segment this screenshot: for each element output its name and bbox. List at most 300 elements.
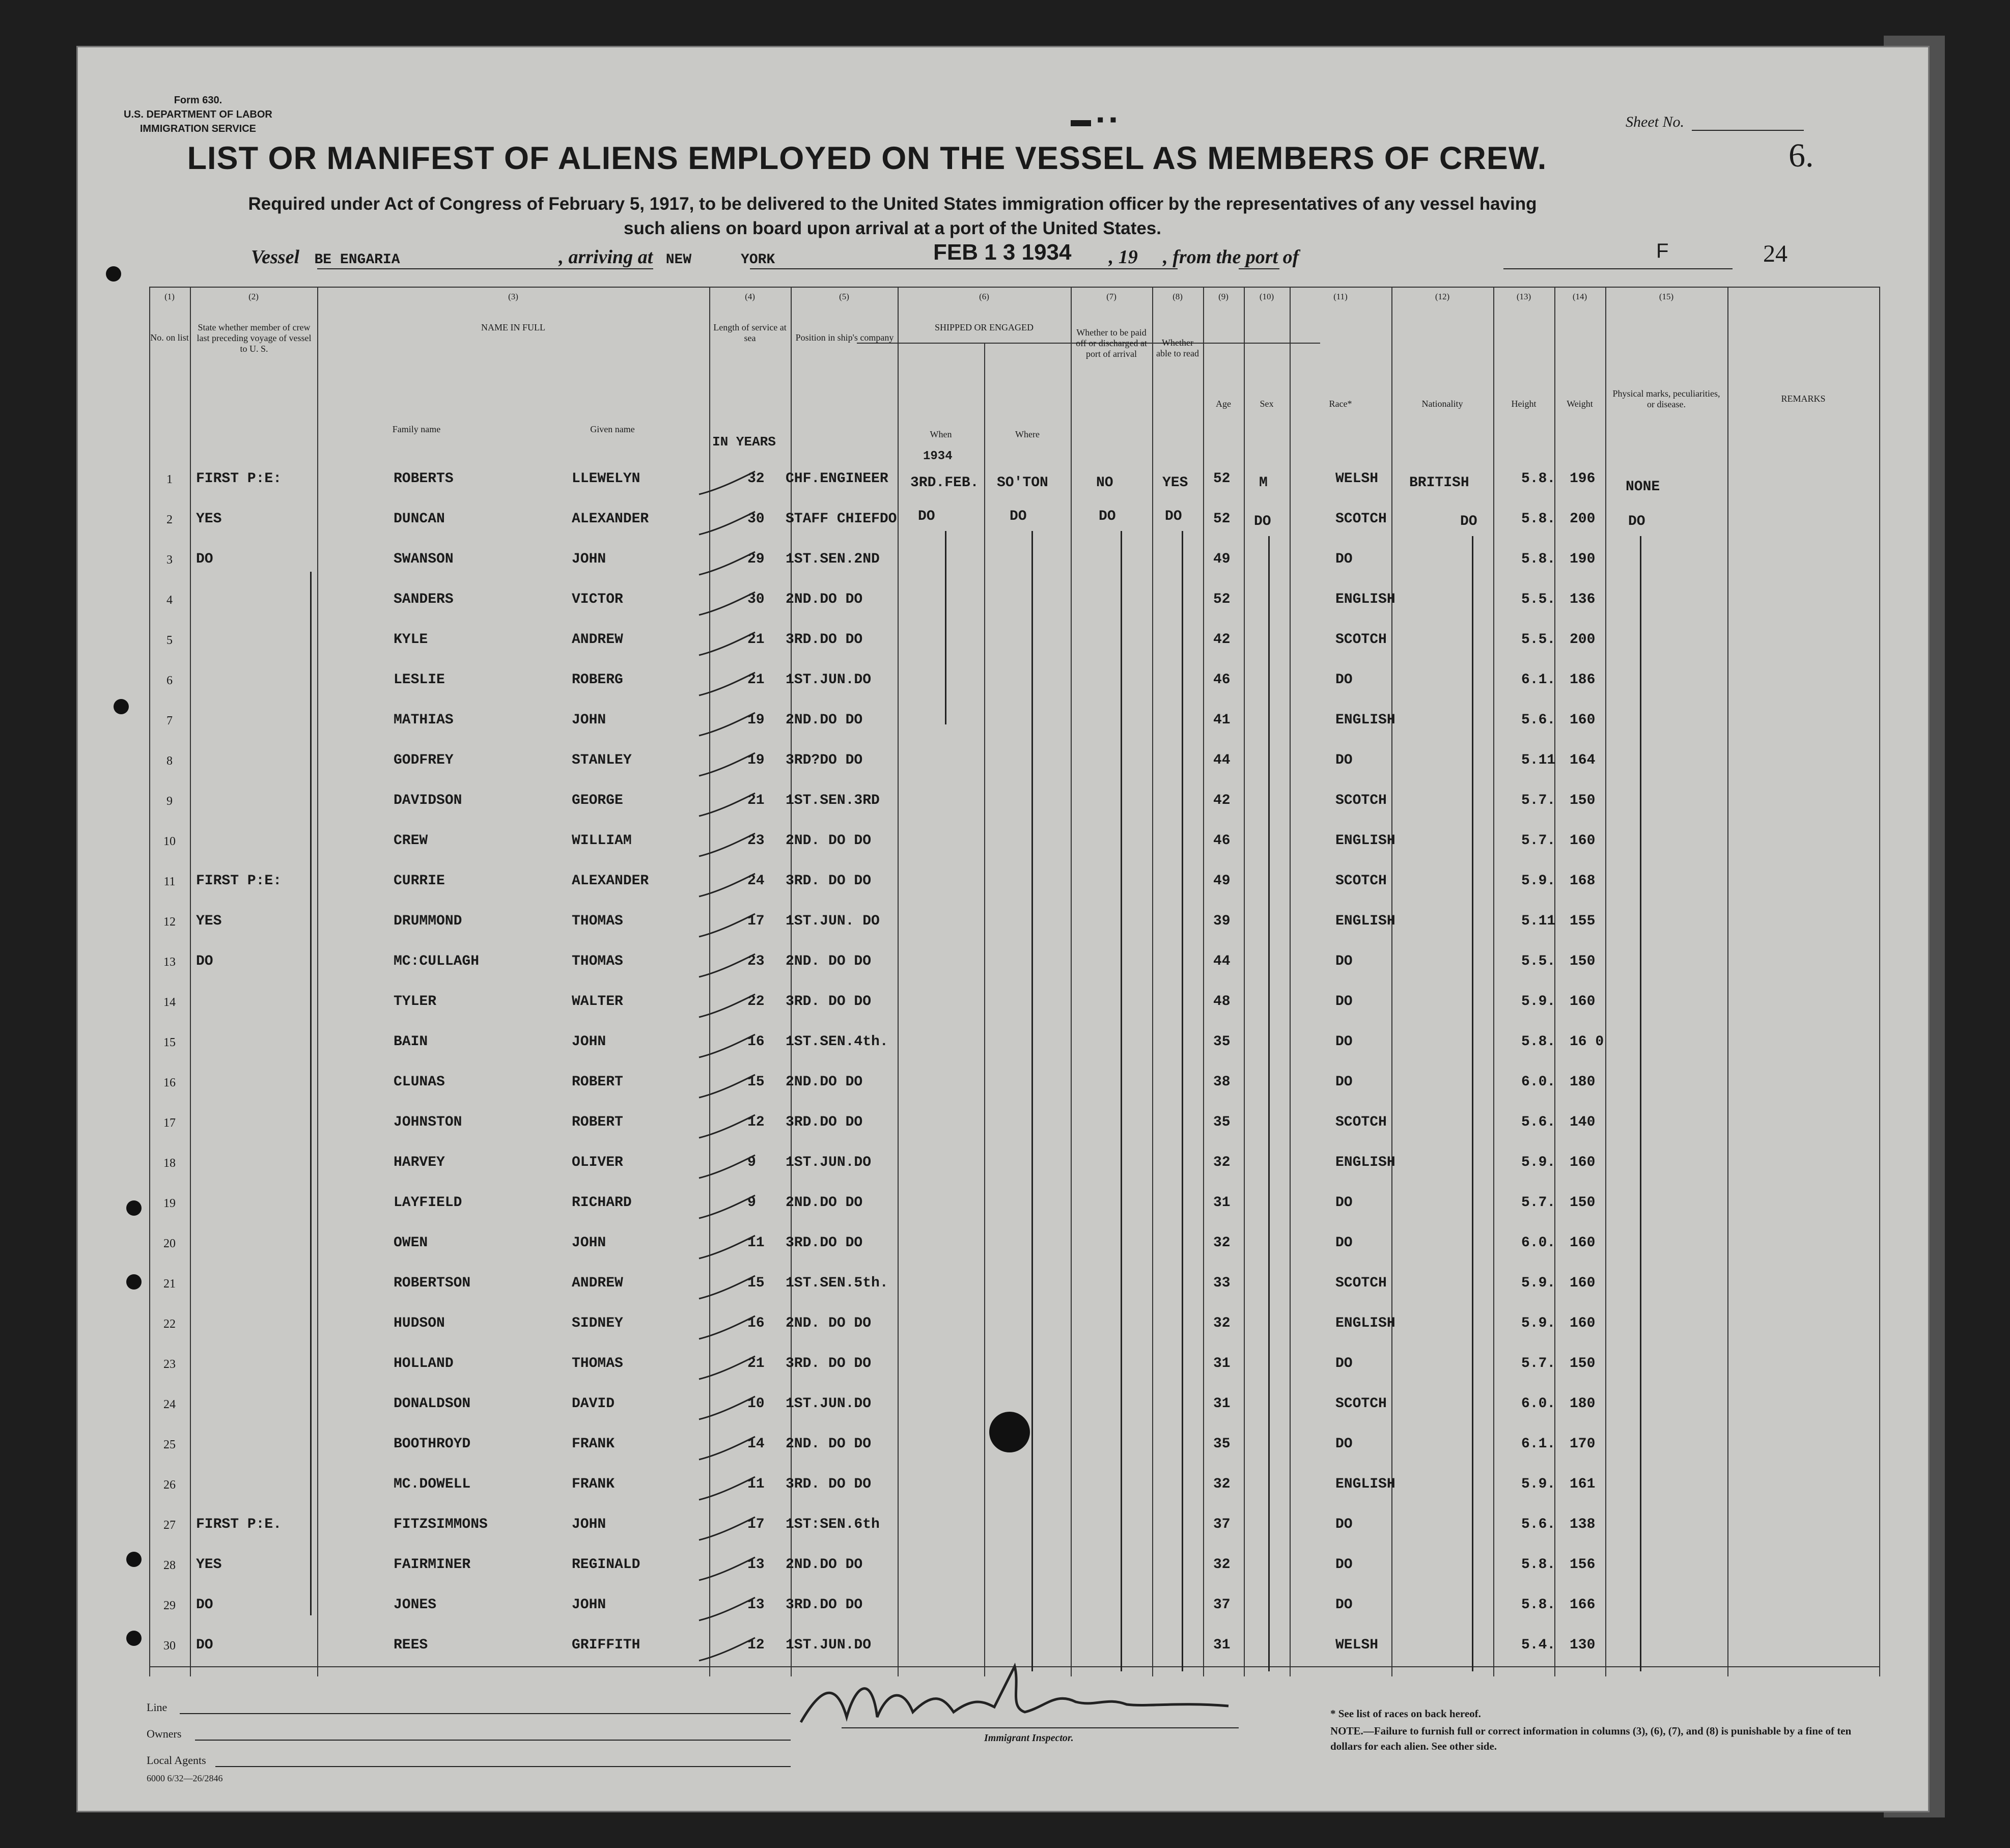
tally-mark (694, 1193, 760, 1223)
age-cell: 32 (1213, 1315, 1231, 1331)
given-name-cell: ALEXANDER (572, 873, 649, 889)
position-cell: 2ND.DO DO (786, 1195, 863, 1211)
header-sex: Sex (1260, 399, 1274, 409)
row1-nationality: BRITISH (1409, 475, 1469, 491)
height-cell: 5.9. (1521, 1275, 1556, 1291)
position-cell: 2ND. DO DO (786, 1315, 872, 1331)
family-name-cell: GODFREY (394, 752, 454, 768)
binding-hole (114, 699, 129, 714)
race-cell: ENGLISH (1335, 1315, 1395, 1331)
header-state-whether: State whether member of crew last preceding voyage of vessel to U. S. (197, 322, 312, 354)
when-year: 1934 (923, 450, 953, 463)
weight-cell: 130 (1570, 1637, 1596, 1653)
page-title: LIST OR MANIFEST OF ALIENS EMPLOYED ON THE VESSEL AS MEMBERS OF CREW. (187, 141, 1547, 176)
row2-sex: DO (1254, 514, 1271, 529)
col-num-15: (15) (1659, 292, 1674, 301)
service-cell: 14 (747, 1436, 765, 1452)
ink-blot (989, 1412, 1030, 1452)
row-number: 22 (163, 1318, 176, 1331)
height-cell: 5.5. (1521, 632, 1556, 648)
position-cell: 2ND.DO DO (786, 1557, 863, 1573)
race-cell: SCOTCH (1335, 793, 1387, 808)
service-cell: 17 (747, 1517, 765, 1532)
service-cell: 21 (747, 632, 765, 648)
row-number: 15 (163, 1036, 176, 1049)
row1-paid-off: NO (1096, 475, 1113, 491)
age-cell: 38 (1213, 1074, 1231, 1090)
header-length-service: Length of service at sea (713, 322, 787, 343)
service-cell: 16 (747, 1315, 765, 1331)
col-num-6: (6) (979, 292, 989, 301)
given-name-cell: JOHN (572, 712, 606, 728)
arriving-port: NEW YORK (665, 252, 775, 268)
row-number: 6 (166, 674, 173, 687)
weight-cell: 140 (1570, 1114, 1596, 1130)
state-cell: FIRST P:E: (196, 471, 282, 487)
family-name-cell: MC.DOWELL (394, 1476, 471, 1492)
row-number: 23 (163, 1358, 176, 1371)
given-name-cell: GRIFFITH (572, 1637, 640, 1653)
race-cell: DO (1335, 1034, 1353, 1050)
service-cell: 17 (747, 913, 765, 929)
col-num-10: (10) (1259, 292, 1274, 301)
position-cell: 2ND. DO DO (786, 833, 872, 849)
given-name-cell: ROBERG (572, 672, 623, 688)
position-cell: 2ND.DO DO (786, 712, 863, 728)
weight-cell: 186 (1570, 672, 1596, 688)
row-number: 3 (166, 553, 173, 567)
age-cell: 37 (1213, 1517, 1231, 1532)
state-cell: DO (196, 1597, 213, 1613)
header-height: Height (1511, 399, 1537, 409)
ditto-line (1121, 531, 1122, 1671)
col-num-12: (12) (1435, 292, 1450, 301)
row-number: 21 (163, 1277, 176, 1291)
weight-cell: 190 (1570, 551, 1596, 567)
footer-owners-label: Owners (147, 1727, 182, 1740)
age-cell: 39 (1213, 913, 1231, 929)
height-cell: 6.1. (1521, 1436, 1556, 1452)
age-cell: 49 (1213, 551, 1231, 567)
age-cell: 52 (1213, 471, 1231, 487)
tally-mark (694, 469, 760, 499)
header-in-years: IN YEARS (712, 434, 776, 450)
family-name-cell: LESLIE (394, 672, 445, 688)
family-name-cell: CREW (394, 833, 428, 849)
family-name-cell: TYLER (394, 994, 437, 1010)
row2-physical: DO (1628, 514, 1645, 529)
position-cell: STAFF CHIEFDO (786, 511, 897, 527)
state-cell: DO (196, 954, 213, 969)
given-name-cell: WALTER (572, 994, 623, 1010)
position-cell: 1ST.JUN.DO (786, 672, 872, 688)
arriving-label: , arriving at (559, 246, 653, 268)
race-cell: SCOTCH (1335, 1114, 1387, 1130)
row-number: 2 (166, 513, 173, 526)
row-number: 8 (166, 754, 173, 768)
race-cell: DO (1335, 1517, 1353, 1532)
row-number: 26 (163, 1478, 176, 1492)
row-number: 20 (163, 1237, 176, 1250)
family-name-cell: DONALDSON (394, 1396, 471, 1412)
weight-cell: 150 (1570, 1356, 1596, 1371)
age-cell: 32 (1213, 1235, 1231, 1251)
tally-mark (694, 1354, 760, 1384)
row-number: 28 (163, 1559, 176, 1572)
col-border (1493, 287, 1494, 1676)
service-cell: 29 (747, 551, 765, 567)
given-name-cell: FRANK (572, 1436, 615, 1452)
family-name-cell: LAYFIELD (394, 1195, 462, 1211)
race-cell: SCOTCH (1335, 873, 1387, 889)
race-cell: DO (1335, 752, 1353, 768)
height-cell: 5.8. (1521, 1034, 1556, 1050)
race-cell: DO (1335, 954, 1353, 969)
form-identifier (124, 93, 272, 136)
state-cell: DO (196, 551, 213, 567)
tally-mark (694, 1112, 760, 1143)
tally-mark (694, 1434, 760, 1465)
age-cell: 46 (1213, 833, 1231, 849)
footer-agents-label: Local Agents (147, 1754, 206, 1767)
state-cell: YES (196, 913, 222, 929)
year-underline (1239, 268, 1279, 269)
binding-hole (126, 1200, 142, 1216)
family-name-cell: DRUMMOND (394, 913, 462, 929)
race-cell: DO (1335, 1597, 1353, 1613)
agents-underline (215, 1766, 791, 1767)
height-cell: 5.11 (1521, 913, 1556, 929)
row2-paid-off: DO (1099, 509, 1116, 524)
row-number: 11 (163, 875, 176, 888)
race-cell: DO (1335, 1436, 1353, 1452)
age-cell: 42 (1213, 632, 1231, 648)
given-name-cell: RICHARD (572, 1195, 632, 1211)
tally-mark (694, 1394, 760, 1424)
given-name-cell: ANDREW (572, 1275, 623, 1291)
tally-mark (694, 1474, 760, 1505)
weight-cell: 160 (1570, 1275, 1596, 1291)
position-cell: 3RD.DO DO (786, 632, 863, 648)
state-cell: FIRST P:E: (196, 873, 282, 889)
position-cell: 1ST.SEN.4th. (786, 1034, 888, 1050)
family-name-cell: BAIN (394, 1034, 428, 1050)
header-physical: Physical marks, peculiarities, or disease. (1612, 388, 1720, 409)
family-name-cell: CLUNAS (394, 1074, 445, 1090)
height-cell: 6.1. (1521, 672, 1556, 688)
weight-cell: 155 (1570, 913, 1596, 929)
service-cell: 13 (747, 1597, 765, 1613)
header-family-name: Family name (392, 424, 441, 434)
row1-where: SO'TON (997, 475, 1048, 491)
weight-cell: 180 (1570, 1396, 1596, 1412)
age-cell: 35 (1213, 1034, 1231, 1050)
row-number: 1 (166, 473, 173, 486)
header-position: Position in ship's company (795, 332, 894, 343)
race-note: * See list of races on back hereof. (1330, 1707, 1481, 1720)
weight-cell: 136 (1570, 592, 1596, 607)
height-cell: 5.11 (1521, 752, 1556, 768)
height-cell: 5.5. (1521, 954, 1556, 969)
service-cell: 12 (747, 1114, 765, 1130)
col-num-13: (13) (1516, 292, 1531, 301)
race-cell: DO (1335, 1195, 1353, 1211)
col-num-3: (3) (508, 292, 518, 301)
col-border (1290, 287, 1291, 1676)
weight-cell: 196 (1570, 471, 1596, 487)
header-race: Race* (1329, 399, 1352, 409)
owners-underline (195, 1740, 791, 1741)
family-name-cell: HUDSON (394, 1315, 445, 1331)
weight-cell: 160 (1570, 1155, 1596, 1170)
given-name-cell: SIDNEY (572, 1315, 623, 1331)
tally-mark (694, 1072, 760, 1103)
tally-mark (694, 1635, 760, 1666)
footer-line-label: Line (147, 1701, 168, 1714)
given-name-cell: LLEWELYN (572, 471, 640, 487)
col-border (1727, 287, 1728, 1676)
race-cell: DO (1335, 1557, 1353, 1573)
height-cell: 5.5. (1521, 592, 1556, 607)
service-cell: 16 (747, 1034, 765, 1050)
weight-cell: 168 (1570, 873, 1596, 889)
age-cell: 41 (1213, 712, 1231, 728)
age-cell: 52 (1213, 511, 1231, 527)
service-cell: 12 (747, 1637, 765, 1653)
weight-cell: 160 (1570, 994, 1596, 1010)
signature-stroke (801, 1666, 1229, 1722)
header-no-on-list: No. on list (150, 332, 189, 343)
ditto-line (1182, 531, 1183, 1671)
position-cell: 3RD. DO DO (786, 1476, 872, 1492)
race-cell: DO (1335, 1356, 1353, 1371)
header-age: Age (1216, 399, 1231, 409)
family-name-cell: BOOTHROYD (394, 1436, 471, 1452)
height-cell: 5.9. (1521, 994, 1556, 1010)
given-name-cell: DAVID (572, 1396, 615, 1412)
family-name-cell: MATHIAS (394, 712, 454, 728)
given-name-cell: ALEXANDER (572, 511, 649, 527)
race-cell: SCOTCH (1335, 511, 1387, 527)
col-border (984, 343, 985, 1676)
row2-when: DO (918, 509, 935, 524)
age-cell: 35 (1213, 1436, 1231, 1452)
row-number: 7 (166, 714, 173, 727)
tally-mark (694, 951, 760, 982)
family-name-cell: JOHNSTON (394, 1114, 462, 1130)
height-cell: 5.9. (1521, 1476, 1556, 1492)
state-cell: FIRST P:E. (196, 1517, 282, 1532)
age-cell: 31 (1213, 1637, 1231, 1653)
col-num-4: (4) (745, 292, 755, 301)
tally-mark (694, 992, 760, 1022)
inspector-label: Immigrant Inspector. (984, 1732, 1074, 1744)
ditto-line (1472, 536, 1473, 1671)
tally-mark (694, 1555, 760, 1585)
race-cell: DO (1335, 1235, 1353, 1251)
service-cell: 30 (747, 592, 765, 607)
line-underline (180, 1713, 791, 1714)
position-cell: 2ND.DO DO (786, 1074, 863, 1090)
tally-mark (694, 1032, 760, 1062)
tally-mark (694, 831, 760, 861)
crew-table (149, 287, 1880, 1676)
vessel-underline (317, 268, 653, 269)
weight-cell: 150 (1570, 1195, 1596, 1211)
weight-cell: 161 (1570, 1476, 1596, 1492)
position-cell: 3RD. DO DO (786, 994, 872, 1010)
row-number: 5 (166, 634, 173, 647)
print-code: 6000 6/32—26/2846 (147, 1773, 223, 1783)
position-cell: 1ST.JUN.DO (786, 1396, 872, 1412)
position-cell: 2ND.DO DO (786, 592, 863, 607)
position-cell: CHF.ENGINEER (786, 471, 888, 487)
age-cell: 52 (1213, 592, 1231, 607)
ditto-line (1640, 536, 1641, 1671)
position-cell: 3RD.DO DO (786, 1114, 863, 1130)
binding-hole (126, 1552, 142, 1567)
row-number: 30 (163, 1639, 176, 1653)
weight-cell: 150 (1570, 793, 1596, 808)
row2-nationality: DO (1460, 514, 1477, 529)
header-nationality: Nationality (1421, 399, 1463, 409)
weight-cell: 200 (1570, 632, 1596, 648)
height-cell: 5.7. (1521, 1195, 1556, 1211)
race-cell: DO (1335, 551, 1353, 567)
row-number: 25 (163, 1438, 176, 1451)
height-cell: 5.8. (1521, 1597, 1556, 1613)
weight-cell: 164 (1570, 752, 1596, 768)
header-paid-off: Whether to be paid off or discharged at port of arrival (1076, 327, 1147, 359)
tally-mark (694, 549, 760, 580)
age-cell: 49 (1213, 873, 1231, 889)
height-cell: 5.6. (1521, 1114, 1556, 1130)
service-cell: 30 (747, 511, 765, 527)
family-name-cell: CURRIE (394, 873, 445, 889)
row2-read: DO (1165, 509, 1182, 524)
row-number: 14 (163, 996, 176, 1009)
height-cell: 5.9. (1521, 1315, 1556, 1331)
tally-mark (694, 1233, 760, 1264)
race-cell: ENGLISH (1335, 1155, 1395, 1170)
tally-mark (694, 1153, 760, 1183)
service-cell: 32 (747, 471, 765, 487)
form-department: U.S. DEPARTMENT OF LABOR (124, 109, 272, 120)
weight-cell: 166 (1570, 1597, 1596, 1613)
race-cell: ENGLISH (1335, 712, 1395, 728)
weight-cell: 170 (1570, 1436, 1596, 1452)
row2-where: DO (1010, 509, 1027, 524)
header-shipped: SHIPPED OR ENGAGED (934, 322, 1034, 332)
height-cell: 5.6. (1521, 712, 1556, 728)
given-name-cell: ROBERT (572, 1074, 623, 1090)
weight-cell: 180 (1570, 1074, 1596, 1090)
height-cell: 5.7. (1521, 793, 1556, 808)
row-number: 24 (163, 1398, 176, 1411)
header-able-read: Whether able to read (1156, 338, 1199, 358)
manifest-page (76, 46, 1930, 1812)
vessel-line (251, 246, 1299, 268)
service-cell: 21 (747, 672, 765, 688)
arrival-date-stamp: FEB 1 3 1934 (933, 240, 1072, 265)
sheet-label: Sheet No. (1626, 114, 1684, 130)
age-cell: 32 (1213, 1476, 1231, 1492)
age-cell: 32 (1213, 1557, 1231, 1573)
tally-mark (694, 630, 760, 660)
col-border (898, 287, 899, 1676)
family-name-cell: DUNCAN (394, 511, 445, 527)
given-name-cell: FRANK (572, 1476, 615, 1492)
row-number: 27 (163, 1519, 176, 1532)
tally-mark (694, 871, 760, 902)
family-name-cell: JONES (394, 1597, 437, 1613)
service-cell: 23 (747, 833, 765, 849)
given-name-cell: STANLEY (572, 752, 632, 768)
col-border (1152, 287, 1153, 1676)
sheet-number: 6. (1789, 137, 1814, 174)
tally-mark (694, 1313, 760, 1344)
col-border (1554, 287, 1555, 1676)
ditto-line (945, 531, 946, 724)
col-num-9: (9) (1218, 292, 1229, 301)
ditto-line (1268, 536, 1270, 1671)
given-name-cell: ANDREW (572, 632, 623, 648)
position-cell: 1ST.JUN.DO (786, 1637, 872, 1653)
service-cell: 11 (747, 1476, 765, 1492)
family-name-cell: MC:CULLAGH (394, 954, 480, 969)
given-name-cell: JOHN (572, 1597, 606, 1613)
position-cell: 3RD.DO DO (786, 1235, 863, 1251)
header-when: When (930, 429, 952, 439)
tally-mark (694, 509, 760, 540)
tally-mark (694, 1515, 760, 1545)
row-number: 18 (163, 1157, 176, 1170)
given-name-cell: JOHN (572, 1517, 606, 1532)
col-num-5: (5) (839, 292, 849, 301)
race-cell: SCOTCH (1335, 1396, 1387, 1412)
row-number: 13 (163, 956, 176, 969)
ditto-line (310, 974, 312, 1615)
given-name-cell: THOMAS (572, 913, 623, 929)
row-number: 4 (166, 594, 173, 607)
col-border (1244, 287, 1245, 1676)
tally-mark (694, 1273, 760, 1304)
row-number: 19 (163, 1197, 176, 1210)
top-marks: ▬ ▪ ▪ (1071, 108, 1117, 131)
from-port-label: , from the port of (1163, 246, 1299, 268)
age-cell: 44 (1213, 752, 1231, 768)
service-cell: 11 (747, 1235, 765, 1251)
family-name-cell: DAVIDSON (394, 793, 462, 808)
row-number: 12 (163, 915, 176, 929)
position-cell: 1ST.SEN.2ND (786, 551, 880, 567)
race-cell: SCOTCH (1335, 1275, 1387, 1291)
given-name-cell: VICTOR (572, 592, 623, 607)
family-name-cell: ROBERTSON (394, 1275, 471, 1291)
col-num-2: (2) (248, 292, 259, 301)
col-border (1391, 287, 1392, 1676)
weight-cell: 160 (1570, 1235, 1596, 1251)
row-number: 29 (163, 1599, 176, 1612)
position-cell: 2ND. DO DO (786, 954, 872, 969)
vessel-name: BE ENGARIA (314, 252, 400, 268)
given-name-cell: JOHN (572, 551, 606, 567)
family-name-cell: SWANSON (394, 551, 454, 567)
tally-mark (694, 670, 760, 701)
height-cell: 5.8. (1521, 1557, 1556, 1573)
height-cell: 5.8. (1521, 471, 1556, 487)
col-num-11: (11) (1333, 292, 1348, 301)
